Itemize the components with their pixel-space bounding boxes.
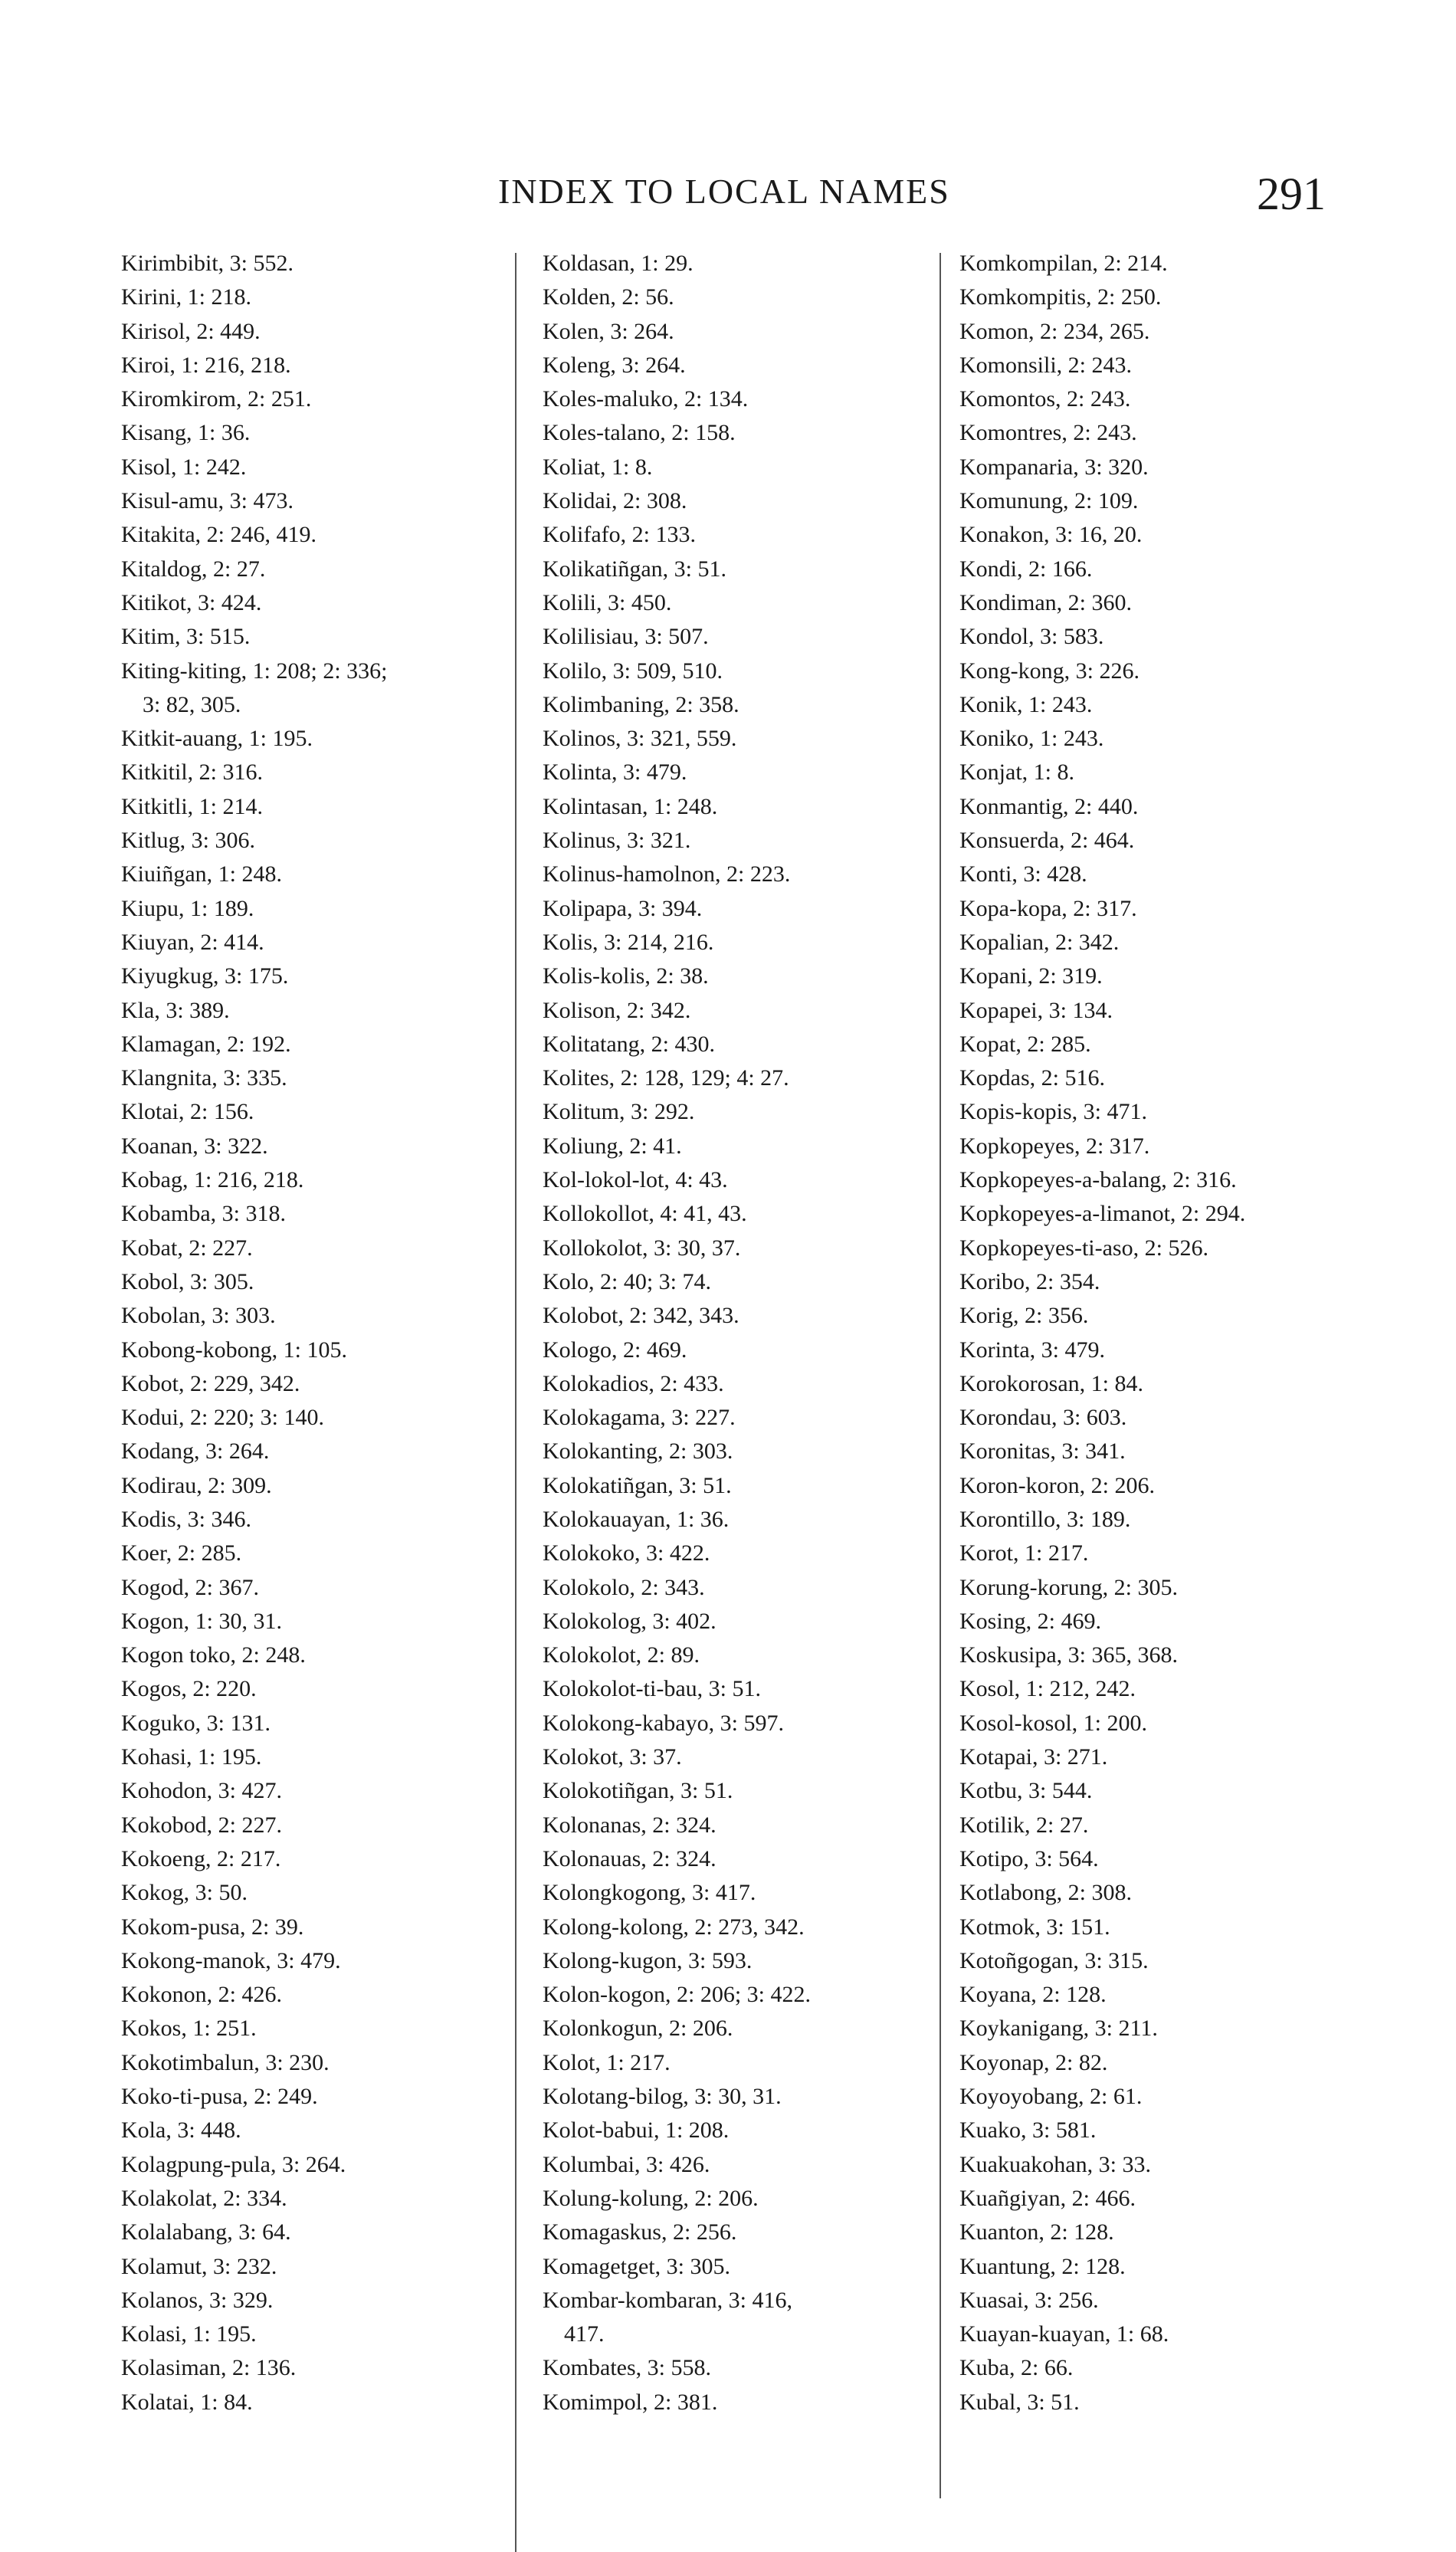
index-entry: Kolinus-hamolnon, 2: 223. xyxy=(543,861,791,887)
index-entry: Kosing, 2: 469. xyxy=(959,1608,1102,1634)
index-entry: Kopani, 2: 319. xyxy=(959,963,1103,989)
index-entry: Kolokolo, 2: 343. xyxy=(543,1574,705,1600)
index-entry: Kolidai, 2: 308. xyxy=(543,488,687,514)
index-entry: Klotai, 2: 156. xyxy=(121,1099,254,1125)
index-entry: Koron-koron, 2: 206. xyxy=(959,1472,1155,1498)
index-entry: Kotipo, 3: 564. xyxy=(959,1845,1099,1871)
index-entry: Koronitas, 3: 341. xyxy=(959,1438,1126,1465)
index-entry: Kolonkogun, 2: 206. xyxy=(543,2016,733,2042)
index-entry: Kiuyan, 2: 414. xyxy=(121,929,264,955)
index-entry: Kopkopeyes, 2: 317. xyxy=(959,1133,1150,1159)
index-entry: Korondau, 3: 603. xyxy=(959,1405,1127,1431)
index-entry: Korokorosan, 1: 84. xyxy=(959,1370,1143,1396)
index-entry: Komon, 2: 234, 265. xyxy=(959,318,1150,344)
index-entry: Kolokolot-ti-bau, 3: 51. xyxy=(543,1676,761,1702)
index-entry: Korot, 1: 217. xyxy=(959,1540,1089,1566)
index-column-1 xyxy=(121,247,504,2419)
index-entry: Kola, 3: 448. xyxy=(121,2117,241,2144)
index-entry: Kitkitli, 1: 214. xyxy=(121,793,264,819)
index-entry: Klamagan, 2: 192. xyxy=(121,1031,291,1057)
page-header xyxy=(0,165,1456,226)
index-entry: Kokotimbalun, 3: 230. xyxy=(121,2049,330,2075)
index-entry: Kosol-kosol, 1: 200. xyxy=(959,1710,1148,1736)
index-entry: Kisang, 1: 36. xyxy=(121,420,251,446)
index-entry: Kondol, 3: 583. xyxy=(959,624,1104,650)
index-entry: Kisul-amu, 3: 473. xyxy=(121,488,293,514)
index-entry: Kolison, 2: 342. xyxy=(543,997,691,1023)
index-entry: Klangnita, 3: 335. xyxy=(121,1065,287,1091)
column-divider xyxy=(515,253,516,2552)
index-entry: Kirini, 1: 218. xyxy=(121,284,251,310)
index-entry: Kolen, 3: 264. xyxy=(543,318,674,344)
index-entry: Kolokotiñgan, 3: 51. xyxy=(543,1778,733,1804)
index-entry: Kolong-kugon, 3: 593. xyxy=(543,1947,753,1973)
index-entry: Kodis, 3: 346. xyxy=(121,1506,252,1532)
index-entry: Kuañgiyan, 2: 466. xyxy=(959,2185,1136,2211)
index-entry: Kuanton, 2: 128. xyxy=(959,2219,1114,2245)
index-entry: Kolumbai, 3: 426. xyxy=(543,2151,710,2177)
index-entry: Komagetget, 3: 305. xyxy=(543,2253,730,2279)
index-entry: Kotoñgogan, 3: 315. xyxy=(959,1947,1149,1973)
index-entry: Komkompilan, 2: 214. xyxy=(959,251,1168,276)
index-entry: Kopdas, 2: 516. xyxy=(959,1065,1105,1091)
index-entry: Kodui, 2: 220; 3: 140. xyxy=(121,1405,325,1431)
index-entry: Koanan, 3: 322. xyxy=(121,1133,268,1159)
index-entry: Kobag, 1: 216, 218. xyxy=(121,1167,304,1193)
index-entry: Kitlug, 3: 306. xyxy=(121,828,256,854)
index-entry: Kolipapa, 3: 394. xyxy=(543,895,703,921)
index-entry: Koliat, 1: 8. xyxy=(543,454,653,480)
index-entry: Kodirau, 2: 309. xyxy=(121,1472,272,1498)
index-entry: Konmantig, 2: 440. xyxy=(959,793,1139,819)
index-entry: Kotlabong, 2: 308. xyxy=(959,1880,1132,1906)
index-entry: Kitim, 3: 515. xyxy=(121,624,251,650)
index-entry: Kiupu, 1: 189. xyxy=(121,895,254,921)
index-entry: Kolonanas, 2: 324. xyxy=(543,1812,717,1838)
index-entry: Kolinos, 3: 321, 559. xyxy=(543,726,737,752)
index-entry: Kuako, 3: 581. xyxy=(959,2117,1097,2144)
index-entry: Kong-kong, 3: 226. xyxy=(959,658,1140,684)
index-entry: Kollokollot, 4: 41, 43. xyxy=(543,1201,747,1227)
index-entry: Kopa-kopa, 2: 317. xyxy=(959,895,1137,921)
index-entry: Kolotang-bilog, 3: 30, 31. xyxy=(543,2084,782,2110)
index-entry: Kolilo, 3: 509, 510. xyxy=(543,658,723,684)
index-entry: Kolo, 2: 40; 3: 74. xyxy=(543,1268,712,1294)
index-entry: Kolikatiñgan, 3: 51. xyxy=(543,556,726,582)
index-entry: Kogon, 1: 30, 31. xyxy=(121,1608,282,1634)
index-entry: Kolokolog, 3: 402. xyxy=(543,1608,717,1634)
index-entry: Kotapai, 3: 271. xyxy=(959,1744,1108,1770)
index-entry: Kohodon, 3: 427. xyxy=(121,1778,282,1804)
index-entry: Kombar-kombaran, 3: 416, xyxy=(543,2287,792,2313)
index-entry: Kolokanting, 2: 303. xyxy=(543,1438,733,1465)
index-entry: Koguko, 3: 131. xyxy=(121,1710,271,1736)
index-entry: Kokog, 3: 50. xyxy=(121,1880,248,1906)
index-entry: Koniko, 1: 243. xyxy=(959,726,1104,752)
index-entry: Kisol, 1: 242. xyxy=(121,454,247,480)
index-entry: Kobot, 2: 229, 342. xyxy=(121,1370,300,1396)
index-entry: Kobol, 3: 305. xyxy=(121,1268,254,1294)
index-entry: Kitkitil, 2: 316. xyxy=(121,759,264,786)
index-entry: Kokos, 1: 251. xyxy=(121,2016,257,2042)
index-entry: Kobolan, 3: 303. xyxy=(121,1303,276,1329)
index-entry: Kolakolat, 2: 334. xyxy=(121,2185,287,2211)
index-entry: Kombates, 3: 558. xyxy=(543,2355,711,2381)
index-entry: Korinta, 3: 479. xyxy=(959,1337,1105,1363)
index-entry: Kolintasan, 1: 248. xyxy=(543,793,718,819)
index-entry: Kolifafo, 2: 133. xyxy=(543,522,696,548)
index-entry: Koyoyobang, 2: 61. xyxy=(959,2084,1143,2110)
index-entry: Kokobod, 2: 227. xyxy=(121,1812,282,1838)
index-entry: Kogod, 2: 367. xyxy=(121,1574,259,1600)
index-entry: Kolokolot, 2: 89. xyxy=(543,1642,700,1668)
index-entry: Kolokagama, 3: 227. xyxy=(543,1405,736,1431)
index-entry: Kla, 3: 389. xyxy=(121,997,230,1023)
index-entry: Kogon toko, 2: 248. xyxy=(121,1642,306,1668)
index-entry: Kitkit-auang, 1: 195. xyxy=(121,726,313,752)
index-entry: Kitaldog, 2: 27. xyxy=(121,556,266,582)
index-entry: Kuantung, 2: 128. xyxy=(959,2253,1126,2279)
index-entry: Koer, 2: 285. xyxy=(121,1540,242,1566)
index-entry: Kuayan-kuayan, 1: 68. xyxy=(959,2321,1169,2347)
index-entry: Kolili, 3: 450. xyxy=(543,589,672,615)
index-entry: Kolokadios, 2: 433. xyxy=(543,1370,724,1396)
index-entry: Kolokatiñgan, 3: 51. xyxy=(543,1472,732,1498)
index-entry: Korontillo, 3: 189. xyxy=(959,1506,1131,1532)
index-entry: Kopalian, 2: 342. xyxy=(959,929,1120,955)
index-entry: Kosol, 1: 212, 242. xyxy=(959,1676,1136,1702)
index-entry: Koyonap, 2: 82. xyxy=(959,2049,1108,2075)
index-entry: Kolanos, 3: 329. xyxy=(121,2287,274,2313)
index-entry: Kirimbibit, 3: 552. xyxy=(121,251,293,276)
index-entry: Kolilisiau, 3: 507. xyxy=(543,624,709,650)
running-title: INDEX TO LOCAL NAMES xyxy=(498,172,950,211)
index-entry: Kitakita, 2: 246, 419. xyxy=(121,522,316,548)
index-entry: Kogos, 2: 220. xyxy=(121,1676,257,1702)
index-entry: Kondiman, 2: 360. xyxy=(959,589,1132,615)
index-entry: Kolot-babui, 1: 208. xyxy=(543,2117,730,2144)
index-entry: Kotmok, 3: 151. xyxy=(959,1914,1110,1940)
index-entry: Kolasiman, 2: 136. xyxy=(121,2355,297,2381)
index-entry: Koyana, 2: 128. xyxy=(959,1982,1107,2008)
index-entry: Kohasi, 1: 195. xyxy=(121,1744,262,1770)
index-entry: Kokom-pusa, 2: 39. xyxy=(121,1914,304,1940)
index-entry: Kolot, 1: 217. xyxy=(543,2049,671,2075)
index-entry: Kolongkogong, 3: 417. xyxy=(543,1880,756,1906)
index-entry: Kompanaria, 3: 320. xyxy=(959,454,1149,480)
index-entry: Kiromkirom, 2: 251. xyxy=(121,386,312,412)
index-entry: Kopapei, 3: 134. xyxy=(959,997,1113,1023)
index-entry: Kopkopeyes-a-balang, 2: 316. xyxy=(959,1167,1237,1193)
index-entry: Konjat, 1: 8. xyxy=(959,759,1074,786)
index-entry: Kodang, 3: 264. xyxy=(121,1438,270,1465)
index-entry: Kokoeng, 2: 217. xyxy=(121,1845,281,1871)
index-entry: Kolitum, 3: 292. xyxy=(543,1099,695,1125)
index-entry: Koleng, 3: 264. xyxy=(543,352,686,378)
index-entry: Kolon-kogon, 2: 206; 3: 422. xyxy=(543,1982,811,2008)
index-entry: Kolagpung-pula, 3: 264. xyxy=(121,2151,346,2177)
index-entry: Kolalabang, 3: 64. xyxy=(121,2219,291,2245)
index-entry: Kol-lokol-lot, 4: 43. xyxy=(543,1167,728,1193)
index-entry: Kokonon, 2: 426. xyxy=(121,1982,282,2008)
index-entry: Kolitatang, 2: 430. xyxy=(543,1031,715,1057)
index-entry: Kobat, 2: 227. xyxy=(121,1235,253,1261)
index-entry: Kolasi, 1: 195. xyxy=(121,2321,257,2347)
index-entry: Kokong-manok, 3: 479. xyxy=(121,1947,341,1973)
index-entry: Kobong-kobong, 1: 105. xyxy=(121,1337,347,1363)
index-entry: Komkompitis, 2: 250. xyxy=(959,284,1162,310)
index-entry: Kolinus, 3: 321. xyxy=(543,828,691,854)
index-entry: Konik, 1: 243. xyxy=(959,691,1093,717)
index-entry: Koko-ti-pusa, 2: 249. xyxy=(121,2084,318,2110)
index-entry: Kiyugkug, 3: 175. xyxy=(121,963,289,989)
index-entry: Kotbu, 3: 544. xyxy=(959,1778,1093,1804)
index-entry: Kopat, 2: 285. xyxy=(959,1031,1091,1057)
index-entry: Kolis-kolis, 2: 38. xyxy=(543,963,709,989)
index-entry-continuation: 417. xyxy=(564,2321,605,2347)
index-entry: Kuasai, 3: 256. xyxy=(959,2287,1099,2313)
index-entry: Kolis, 3: 214, 216. xyxy=(543,929,714,955)
index-entry: Kopkopeyes-ti-aso, 2: 526. xyxy=(959,1235,1208,1261)
index-entry: Koldasan, 1: 29. xyxy=(543,251,694,276)
index-entry: Kolinta, 3: 479. xyxy=(543,759,687,786)
index-entry: Kiuiñgan, 1: 248. xyxy=(121,861,282,887)
index-entry: Kolokong-kabayo, 3: 597. xyxy=(543,1710,784,1736)
index-entry: Koribo, 2: 354. xyxy=(959,1268,1100,1294)
index-entry: Kiting-kiting, 1: 208; 2: 336; xyxy=(121,658,388,684)
index-entry: Kolites, 2: 128, 129; 4: 27. xyxy=(543,1065,789,1091)
index-entry: Kollokolot, 3: 30, 37. xyxy=(543,1235,741,1261)
index-entry: Komontres, 2: 243. xyxy=(959,420,1137,446)
index-entry: Koles-maluko, 2: 134. xyxy=(543,386,749,412)
index-entry: Komontos, 2: 243. xyxy=(959,386,1131,412)
index-entry: Kopis-kopis, 3: 471. xyxy=(959,1099,1148,1125)
index-entry: Kopkopeyes-a-limanot, 2: 294. xyxy=(959,1201,1246,1227)
index-entry: Kuakuakohan, 3: 33. xyxy=(959,2151,1151,2177)
index-entry: Konakon, 3: 16, 20. xyxy=(959,522,1143,548)
index-entry: Kolokot, 3: 37. xyxy=(543,1744,682,1770)
index-entry: Koliung, 2: 41. xyxy=(543,1133,682,1159)
page-number: 291 xyxy=(1257,169,1326,219)
index-entry: Koskusipa, 3: 365, 368. xyxy=(959,1642,1178,1668)
index-entry: Konsuerda, 2: 464. xyxy=(959,828,1135,854)
index-entry: Korung-korung, 2: 305. xyxy=(959,1574,1178,1600)
index-entry: Konti, 3: 428. xyxy=(959,861,1087,887)
index-entry: Komagaskus, 2: 256. xyxy=(543,2219,737,2245)
index-entry-continuation: 3: 82, 305. xyxy=(143,691,241,717)
index-entry: Kuba, 2: 66. xyxy=(959,2355,1074,2381)
index-entry: Korig, 2: 356. xyxy=(959,1303,1089,1329)
index-entry: Kolokauayan, 1: 36. xyxy=(543,1506,730,1532)
index-entry: Kirisol, 2: 449. xyxy=(121,318,261,344)
index-entry: Kolobot, 2: 342, 343. xyxy=(543,1303,739,1329)
index-entry: Kobamba, 3: 318. xyxy=(121,1201,286,1227)
index-entry: Kolatai, 1: 84. xyxy=(121,2389,253,2415)
index-entry: Kolamut, 3: 232. xyxy=(121,2253,277,2279)
index-entry: Kolden, 2: 56. xyxy=(543,284,674,310)
index-entry: Koles-talano, 2: 158. xyxy=(543,420,736,446)
index-entry: Kitikot, 3: 424. xyxy=(121,589,262,615)
index-entry: Kolong-kolong, 2: 273, 342. xyxy=(543,1914,805,1940)
index-entry: Kolimbaning, 2: 358. xyxy=(543,691,739,717)
index-entry: Kondi, 2: 166. xyxy=(959,556,1093,582)
index-entry: Kologo, 2: 469. xyxy=(543,1337,687,1363)
index-column-2 xyxy=(543,247,941,2419)
index-entry: Komimpol, 2: 381. xyxy=(543,2389,718,2415)
index-entry: Kolonauas, 2: 324. xyxy=(543,1845,717,1871)
index-entry: Koykanigang, 3: 211. xyxy=(959,2016,1158,2042)
index-entry: Komunung, 2: 109. xyxy=(959,488,1139,514)
index-entry: Kubal, 3: 51. xyxy=(959,2389,1080,2415)
index-entry: Kotilik, 2: 27. xyxy=(959,1812,1089,1838)
index-entry: Kolokoko, 3: 422. xyxy=(543,1540,710,1566)
index-entry: Komonsili, 2: 243. xyxy=(959,352,1133,378)
index-entry: Kolung-kolung, 2: 206. xyxy=(543,2185,759,2211)
index-entry: Kiroi, 1: 216, 218. xyxy=(121,352,291,378)
index-column-3 xyxy=(959,247,1389,2419)
